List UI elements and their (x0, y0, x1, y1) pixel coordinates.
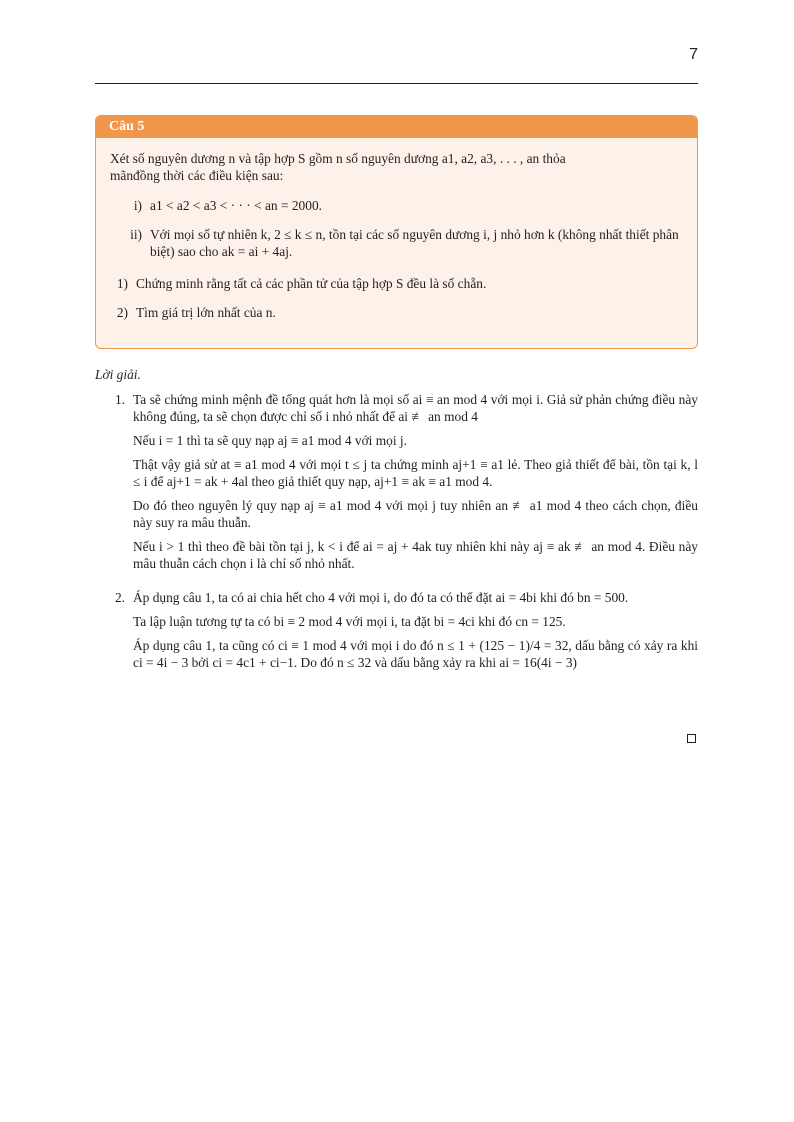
problem-intro-line1: Xét số nguyên dương n và tập hợp S gồm n số nguyên dương a1, a2, a3, . . . , an thỏa (110, 151, 566, 166)
solution-paragraph: Nếu i > 1 thì theo đề bài tồn tại j, k < i để ai = aj + 4ak tuy nhiên khi này aj ≡ ak ≢ an mod 4. Điều này mâu thuẫn cách chọn i là chỉ số nhỏ nhất. (133, 539, 698, 571)
page-number: 7 (689, 46, 698, 63)
solution-paragraph: Ta lập luận tương tự ta có bi ≡ 2 mod 4 với mọi i, ta đặt bi = 4ci khi đó cn = 125. (133, 614, 566, 629)
problem-box (95, 115, 698, 349)
question-text: Chứng minh rằng tất cả các phần tử của tập hợp S đều là số chẵn. (136, 276, 487, 291)
problem-title: Câu 5 (96, 116, 697, 138)
solution-paragraph: Nếu i = 1 thì ta sẽ quy nạp aj ≡ a1 mod 4 với mọi j. (133, 433, 407, 448)
solution-item (95, 589, 698, 678)
solution-paragraph: Ta sẽ chứng minh mệnh đề tổng quát hơn là mọi số ai ≡ an mod 4 với mọi i. Giả sử phản chứng điều này không đúng, ta sẽ chọn được chỉ số i nhỏ nhất để ai ≢ an mod 4 (133, 392, 698, 424)
solution-item-content (133, 589, 698, 678)
solution-paragraph: Áp dụng câu 1, ta cũng có ci ≡ 1 mod 4 với mọi i do đó n ≤ 1 + (125 − 1)/4 = 32, dấu bằng có xảy ra khi ci = 4i − 3 bởi ci = 4c1 + ci−1. Do đó n ≤ 32 và dấu bằng xảy ra khi ai = 16(4i − 3) (133, 638, 698, 670)
solution-item (95, 391, 698, 579)
condition-text: Với mọi số tự nhiên k, 2 ≤ k ≤ n, tồn tại các số nguyên dương i, j nhỏ hơn k (không nhất thiết phân biệt) sao cho ak = ai + 4aj. (150, 227, 679, 259)
condition-item (110, 197, 683, 214)
problem-body (96, 138, 697, 321)
question-item (110, 304, 683, 321)
solution-paragraph: Thật vậy giả sử at ≡ a1 mod 4 với mọi t ≤ j ta chứng minh aj+1 ≡ a1 lẻ. Theo giả thiết để bài, tồn tại k, l ≤ i để aj+1 = ak + 4al theo giả thiết quy nạp, aj+1 ≡ ak ≡ a1 mod 4. (133, 457, 698, 489)
solution-paragraph: Do đó theo nguyên lý quy nạp aj ≡ a1 mod 4 với mọi j tuy nhiên an ≢ a1 mod 4 theo cách chọn, điều này suy ra mâu thuẫn. (133, 498, 698, 530)
question-label: 2) (116, 305, 128, 320)
solution-item-content (133, 391, 698, 579)
solution-section (95, 366, 698, 678)
qed-square-icon (687, 734, 696, 743)
solution-item-number: 1. (114, 392, 125, 407)
solution-title: Lời giải. (95, 367, 141, 382)
question-text: Tìm giá trị lớn nhất của n. (136, 305, 276, 320)
condition-label: i) (133, 198, 142, 213)
question-item (110, 275, 683, 292)
header-rule (95, 83, 698, 84)
solution-item-number: 2. (114, 590, 125, 605)
problem-intro-line2: mãnđồng thời các điều kiện sau: (110, 168, 284, 183)
condition-label: ii) (130, 227, 142, 242)
question-label: 1) (116, 276, 128, 291)
solution-paragraph: Áp dụng câu 1, ta có ai chia hết cho 4 với mọi i, do đó ta có thể đặt ai = 4bi khi đó bn = 500. (133, 590, 629, 605)
condition-text: a1 < a2 < a3 < · · · < an = 2000. (150, 198, 322, 213)
condition-item (110, 226, 683, 260)
